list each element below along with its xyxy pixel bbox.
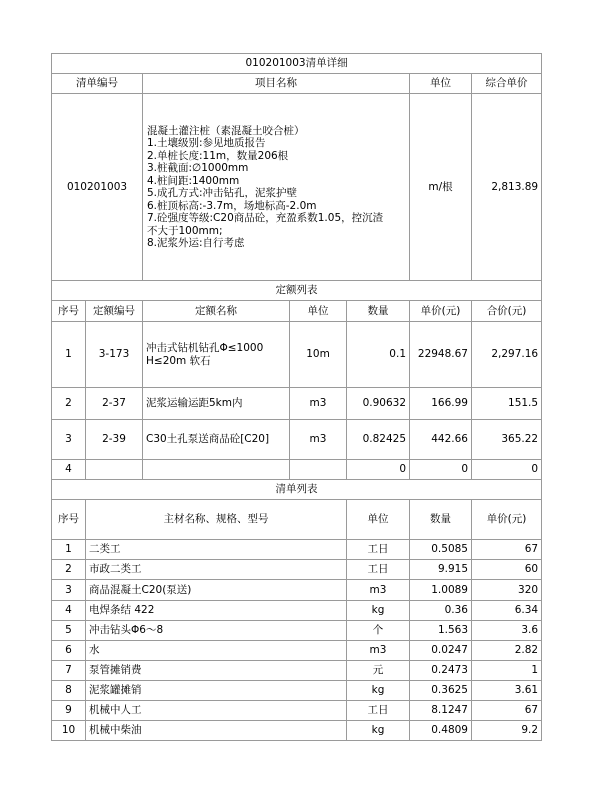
material-price: 3.61 (472, 681, 542, 701)
material-section-title: 清单列表 (52, 480, 542, 500)
material-name: 商品混凝土C20(泵送) (86, 580, 347, 601)
description-line: 5.成孔方式:冲击钻孔，泥浆护壁 (147, 187, 298, 199)
material-name: 水 (86, 641, 347, 661)
material-no: 7 (52, 661, 86, 681)
quota-no: 2 (52, 388, 86, 420)
table-row (52, 681, 542, 701)
material-unit: 元 (347, 661, 410, 681)
material-col-header: 主材名称、规格、型号 (86, 500, 347, 540)
material-name: 冲击钻头Φ6～8 (86, 621, 347, 641)
material-col-header: 单价(元) (472, 500, 542, 540)
quota-total: 151.5 (472, 388, 542, 420)
quota-unit: 10m (290, 322, 347, 388)
quota-section-title: 定额列表 (52, 281, 542, 301)
quota-qty: 0.90632 (347, 388, 410, 420)
material-no: 1 (52, 540, 86, 560)
table-row (52, 661, 542, 681)
material-name: 二类工 (86, 540, 347, 560)
table-row (52, 580, 542, 601)
item-price: 2,813.89 (472, 94, 542, 281)
table-row (52, 322, 542, 388)
material-unit: kg (347, 721, 410, 741)
material-name: 电焊条结 422 (86, 601, 347, 621)
table-row (52, 388, 542, 420)
material-qty: 0.4809 (410, 721, 472, 741)
material-unit: m3 (347, 580, 410, 601)
quota-total: 2,297.16 (472, 322, 542, 388)
quota-no: 3 (52, 420, 86, 460)
table-title: 010201003清单详细 (52, 54, 542, 74)
material-name: 泥浆罐摊销 (86, 681, 347, 701)
item-header-row (52, 74, 542, 94)
description-line: 混凝土灌注桩（素混凝土咬合桩） (147, 124, 305, 137)
description-line: 3.桩截面:∅1000mm (147, 162, 249, 174)
material-price: 6.34 (472, 601, 542, 621)
description-line: 2.单桩长度:11m，数量206根 (147, 149, 289, 162)
quota-name: 冲击式钻机钻孔Φ≤1000 H≤20m 软石 (143, 322, 290, 388)
quota-qty: 0.1 (347, 322, 410, 388)
material-price: 60 (472, 560, 542, 580)
quota-code: 2-37 (86, 388, 143, 420)
quota-qty: 0.82425 (347, 420, 410, 460)
material-no: 10 (52, 721, 86, 741)
quota-unit: m3 (290, 420, 347, 460)
material-name: 机械中人工 (86, 701, 347, 721)
material-no: 5 (52, 621, 86, 641)
material-no: 4 (52, 601, 86, 621)
material-qty: 9.915 (410, 560, 472, 580)
quota-qty: 0 (347, 460, 410, 480)
material-name: 泵管摊销费 (86, 661, 347, 681)
table-row (52, 601, 542, 621)
item-unit-header: 单位 (410, 74, 472, 94)
item-price-header: 综合单价 (472, 74, 542, 94)
quota-name: 泥浆运输运距5km内 (143, 388, 290, 420)
table-row (52, 621, 542, 641)
bill-detail-table (51, 53, 542, 741)
material-unit: kg (347, 681, 410, 701)
quota-unit (290, 460, 347, 480)
quota-name (143, 460, 290, 480)
material-name: 市政二类工 (86, 560, 347, 580)
description-line: 不大于100mm; (147, 224, 223, 237)
material-qty: 1.563 (410, 621, 472, 641)
quota-col-header: 合价(元) (472, 301, 542, 322)
item-name-header: 项目名称 (143, 74, 410, 94)
material-col-header: 单位 (347, 500, 410, 540)
material-unit: kg (347, 601, 410, 621)
material-qty: 0.2473 (410, 661, 472, 681)
table-row (52, 460, 542, 480)
table-row (52, 701, 542, 721)
item-description (143, 94, 410, 281)
material-price: 320 (472, 580, 542, 601)
quota-col-header: 单价(元) (410, 301, 472, 322)
description-line: 4.桩间距:1400mm (147, 174, 240, 187)
material-price: 1 (472, 661, 542, 681)
quota-col-header: 定额编号 (86, 301, 143, 322)
table-row (52, 721, 542, 741)
quota-col-header: 定额名称 (143, 301, 290, 322)
quota-header-row (52, 301, 542, 322)
material-unit: 个 (347, 621, 410, 641)
quota-price: 166.99 (410, 388, 472, 420)
material-qty: 0.36 (410, 601, 472, 621)
material-qty: 1.0089 (410, 580, 472, 601)
quota-code: 3-173 (86, 322, 143, 388)
quota-col-header: 数量 (347, 301, 410, 322)
quota-no: 1 (52, 322, 86, 388)
quota-total: 365.22 (472, 420, 542, 460)
description-line: 1.土壤级别:参见地质报告 (147, 137, 266, 149)
table-row (52, 420, 542, 460)
quota-code: 2-39 (86, 420, 143, 460)
item-unit: m/根 (410, 94, 472, 281)
quota-price: 442.66 (410, 420, 472, 460)
quota-code (86, 460, 143, 480)
material-unit: 工日 (347, 540, 410, 560)
quota-col-header: 单位 (290, 301, 347, 322)
table-row (52, 540, 542, 560)
table-row (52, 641, 542, 661)
material-qty: 0.5085 (410, 540, 472, 560)
quota-price: 22948.67 (410, 322, 472, 388)
quota-unit: m3 (290, 388, 347, 420)
material-no: 8 (52, 681, 86, 701)
material-price: 2.82 (472, 641, 542, 661)
material-no: 9 (52, 701, 86, 721)
description-line: 7.砼强度等级:C20商品砼，充盈系数1.05，控沉渣 (147, 212, 384, 224)
quota-name: C30土孔泵送商品砼[C20] (143, 420, 290, 460)
material-header-row (52, 500, 542, 540)
description-line: 8.泥浆外运:自行考虑 (147, 237, 245, 249)
material-price: 3.6 (472, 621, 542, 641)
material-no: 2 (52, 560, 86, 580)
material-col-header: 数量 (410, 500, 472, 540)
table-row (52, 560, 542, 580)
quota-total: 0 (472, 460, 542, 480)
material-qty: 0.0247 (410, 641, 472, 661)
item-code: 010201003 (52, 94, 143, 281)
material-name: 机械中柴油 (86, 721, 347, 741)
description-line: 6.桩顶标高:-3.7m，场地标高-2.0m (147, 199, 317, 212)
material-no: 3 (52, 580, 86, 601)
quota-price: 0 (410, 460, 472, 480)
material-unit: 工日 (347, 701, 410, 721)
item-row (52, 94, 542, 281)
material-col-header: 序号 (52, 500, 86, 540)
material-price: 9.2 (472, 721, 542, 741)
quota-no: 4 (52, 460, 86, 480)
material-qty: 0.3625 (410, 681, 472, 701)
quota-col-header: 序号 (52, 301, 86, 322)
material-price: 67 (472, 540, 542, 560)
item-code-header: 清单编号 (52, 74, 143, 94)
material-unit: 工日 (347, 560, 410, 580)
material-price: 67 (472, 701, 542, 721)
material-unit: m3 (347, 641, 410, 661)
material-no: 6 (52, 641, 86, 661)
material-qty: 8.1247 (410, 701, 472, 721)
